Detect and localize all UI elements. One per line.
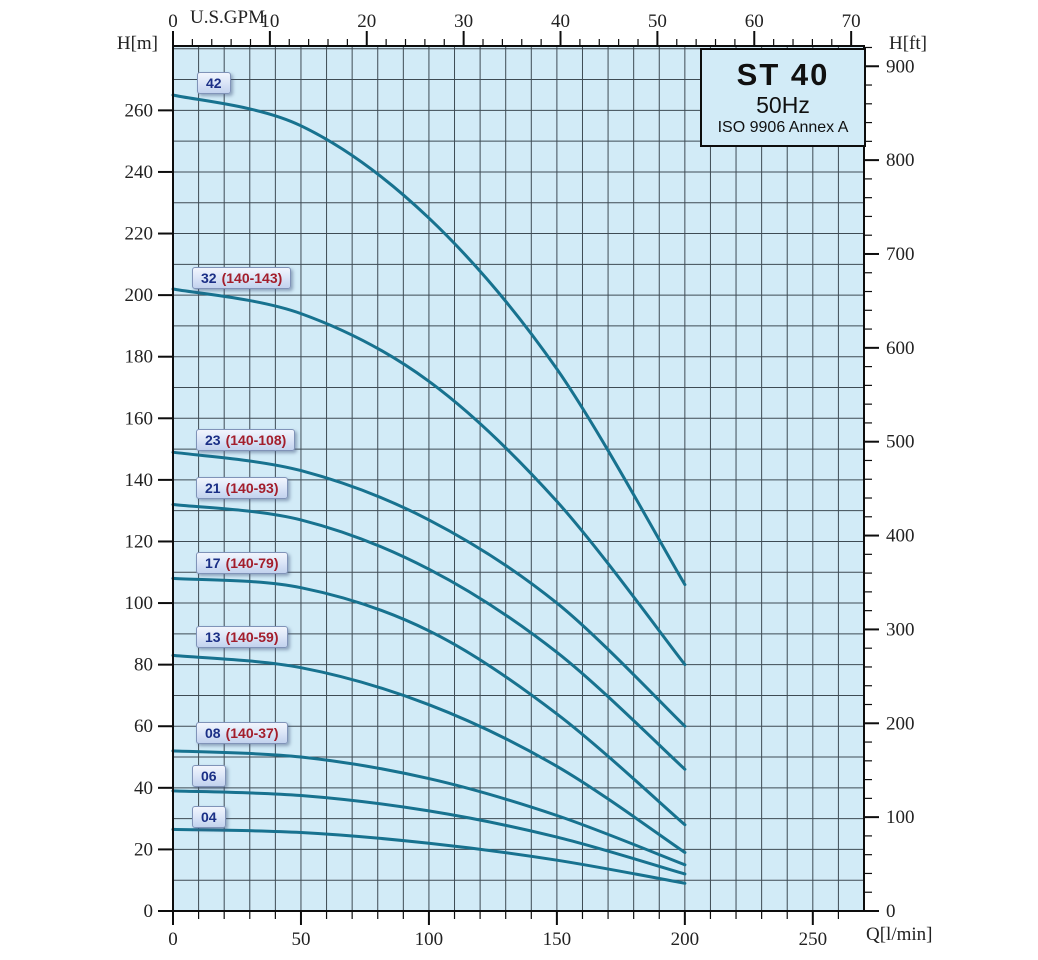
top-tick-label: 0	[168, 11, 178, 32]
curve-stage-number: 42	[206, 75, 222, 91]
right-tick-label: 600	[886, 337, 915, 359]
curve-stage-number: 21	[205, 480, 221, 496]
bottom-tick-label: 100	[414, 929, 444, 950]
curve-stage-number: 08	[205, 725, 221, 741]
right-axis-unit-label: H[ft]	[889, 33, 927, 54]
right-tick-label: 200	[886, 713, 915, 735]
top-axis-unit-label: U.S.GPM	[190, 7, 265, 28]
left-tick-label: 260	[124, 100, 153, 122]
left-tick-label: 60	[134, 716, 153, 738]
curve-part-code: (140-93)	[225, 480, 279, 496]
curve-part-code: (140-37)	[225, 725, 279, 741]
top-tick-label: 50	[647, 11, 667, 32]
right-tick-label: 800	[886, 150, 915, 172]
bottom-tick-label: 150	[542, 929, 572, 950]
right-tick-label: 900	[886, 56, 915, 78]
top-tick-label: 60	[744, 11, 764, 32]
right-tick-label: 700	[886, 243, 915, 265]
curve-part-code: (140-108)	[225, 432, 287, 448]
top-tick-label: 10	[260, 11, 280, 32]
left-tick-label: 240	[124, 161, 153, 183]
left-tick-label: 220	[124, 223, 153, 245]
frequency-label: 50Hz	[756, 91, 810, 118]
standard-label: ISO 9906 Annex A	[717, 118, 849, 136]
bottom-axis-unit-label: Q[l/min]	[866, 924, 933, 945]
left-tick-label: 180	[124, 346, 153, 368]
curve-part-code: (140-143)	[221, 270, 283, 286]
curve-stage-number: 13	[205, 629, 221, 645]
curve-stage-number: 23	[205, 432, 221, 448]
right-tick-label: 300	[886, 619, 915, 641]
curve-stage-number: 32	[201, 270, 217, 286]
left-tick-label: 20	[134, 839, 153, 861]
curve-stage-number: 06	[201, 768, 217, 784]
top-tick-label: 40	[551, 11, 571, 32]
left-tick-label: 140	[124, 469, 153, 491]
bottom-tick-label: 0	[168, 929, 178, 950]
left-tick-label: 160	[124, 408, 153, 430]
curve-stage-number: 04	[201, 809, 217, 825]
top-tick-label: 30	[454, 11, 474, 32]
left-tick-label: 100	[124, 593, 153, 615]
bottom-tick-label: 50	[291, 929, 311, 950]
pump-model-title: ST 40	[736, 56, 830, 92]
left-tick-label: 200	[124, 285, 153, 307]
top-tick-label: 70	[841, 11, 861, 32]
bottom-tick-label: 200	[670, 929, 700, 950]
right-tick-label: 0	[886, 901, 896, 922]
curve-part-code: (140-59)	[225, 629, 279, 645]
left-tick-label: 0	[143, 901, 153, 922]
left-tick-label: 40	[134, 777, 153, 799]
left-tick-label: 120	[124, 531, 153, 553]
left-tick-label: 80	[134, 654, 153, 676]
curve-part-code: (140-79)	[225, 555, 279, 571]
right-tick-label: 500	[886, 431, 915, 453]
title-box	[700, 48, 866, 147]
bottom-tick-label: 250	[798, 929, 828, 950]
right-tick-label: 100	[886, 807, 915, 829]
left-axis-unit-label: H[m]	[116, 33, 158, 54]
curve-stage-number: 17	[205, 555, 221, 571]
top-tick-label: 20	[357, 11, 377, 32]
plot-background	[173, 46, 864, 911]
right-tick-label: 400	[886, 525, 915, 547]
